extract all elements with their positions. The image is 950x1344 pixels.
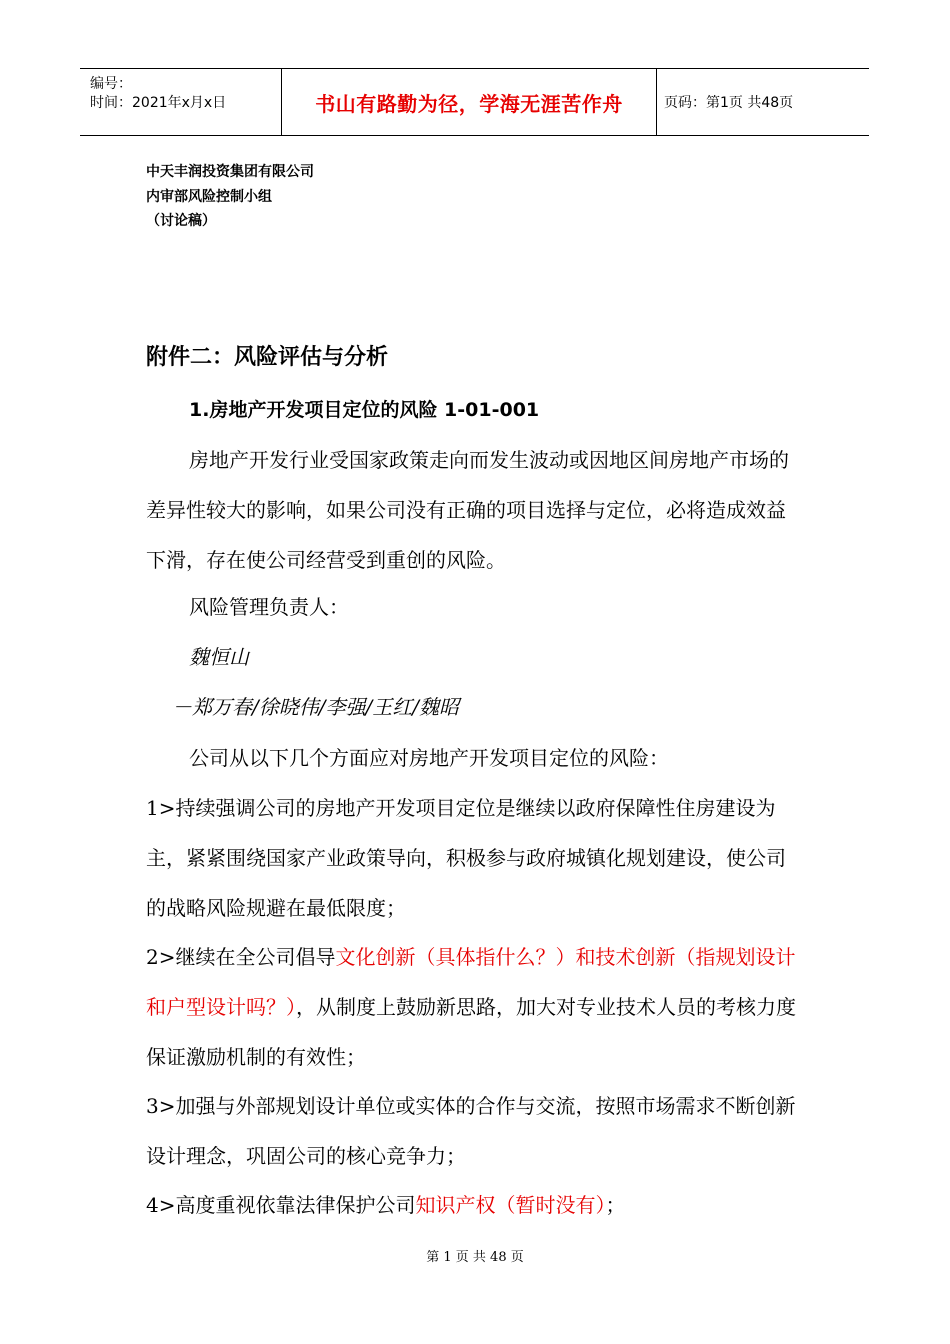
section-title: 附件二：风险评估与分析 bbox=[146, 345, 389, 370]
page-info: 页码：第1页 共48页 bbox=[664, 95, 794, 111]
group-name: 内审部风险控制小组 bbox=[146, 188, 272, 205]
header-meta-cell bbox=[80, 69, 282, 135]
response-intro: 公司从以下几个方面应对房地产开发项目定位的风险： bbox=[189, 746, 669, 770]
number-label: 编号： bbox=[90, 76, 132, 92]
company-name: 中天丰润投资集团有限公司 bbox=[146, 164, 314, 180]
time-label: 时间：2021年x月x日 bbox=[90, 95, 227, 111]
list-item bbox=[146, 1180, 798, 1230]
header-motto-cell bbox=[282, 69, 657, 135]
list-item: 3>加强与外部规划设计单位或实体的合作与交流，按照市场需求不断创新设计理念，巩固公司的核心竞争力； bbox=[146, 1094, 796, 1168]
motto-text: 书山有路勤为径，学海无涯苦作舟 bbox=[315, 91, 623, 116]
item-text-red: 和 bbox=[575, 945, 596, 969]
page-footer: 第 1 页 共 48 页 bbox=[426, 1250, 524, 1265]
item-text: ，从制度上鼓励新思路，加大对专业技术人员的考核力度保证激励机制的有效性； bbox=[146, 995, 796, 1069]
item-text: 2>继续在全公司倡导 bbox=[146, 945, 336, 969]
draft-label: （讨论稿） bbox=[146, 213, 216, 229]
header-page-cell bbox=[657, 69, 869, 135]
team-members: －郑万春/徐晓伟/李强/王红/魏昭 bbox=[172, 695, 459, 719]
list-item bbox=[146, 932, 798, 1082]
review-comment: 知识产权（暂时没有） bbox=[415, 1193, 606, 1217]
manager-name: 魏恒山 bbox=[189, 645, 249, 669]
subsection-title: 1.房地产开发项目定位的风险 1-01-001 bbox=[189, 399, 540, 421]
document-header bbox=[80, 68, 869, 136]
intro-paragraph: 房地产开发行业受国家政策走向而发生波动或因地区间房地产市场的差异性较大的影响，如果公司没有正确的项目选择与定位，必将造成效益下滑，存在使公司经营受到重创的风险。 bbox=[146, 448, 789, 572]
item-text: ； bbox=[605, 1193, 626, 1217]
item-text: 4>高度重视依靠法律保护公司 bbox=[146, 1193, 416, 1217]
manager-label: 风险管理负责人： bbox=[189, 595, 349, 619]
review-comment: 技术创新（指规划设计和户型设计吗？） bbox=[146, 945, 796, 1019]
list-item: 1>持续强调公司的房地产开发项目定位是继续以政府保障性住房建设为主，紧紧围绕国家产业政策导向，积极参与政府城镇化规划建设，使公司的战略风险规避在最低限度； bbox=[146, 796, 786, 920]
organization-block bbox=[146, 160, 314, 234]
review-comment: 文化创新（具体指什么？） bbox=[335, 945, 576, 969]
